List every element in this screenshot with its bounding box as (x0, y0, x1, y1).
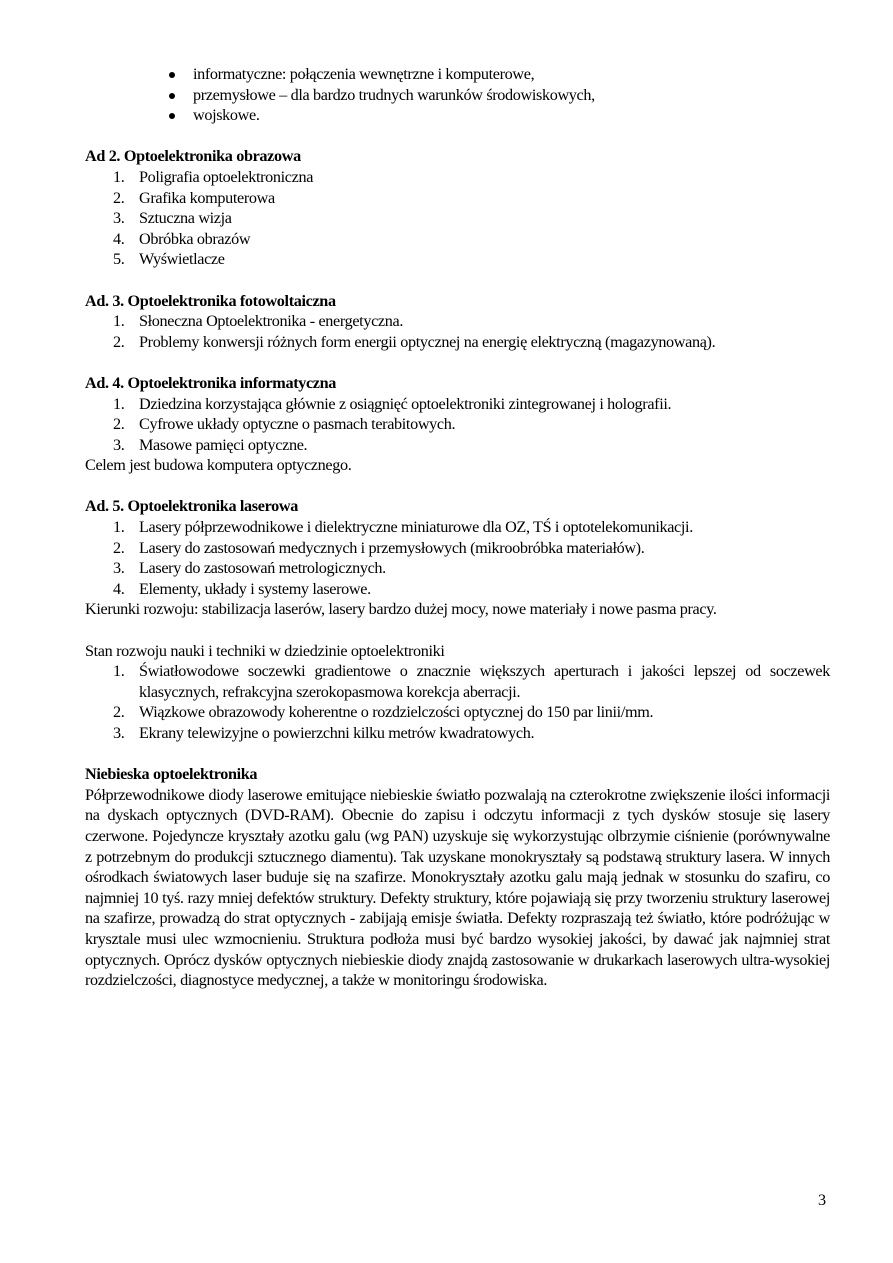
list-item: 2. Problemy konwersji różnych form energii optycznej na energię elektryczną (magazynowaną). (113, 332, 716, 351)
blue-optoelectronics-heading: Niebieska optoelektronika (85, 765, 258, 784)
list-item: 1. Lasery półprzewodnikowe i dielektryczne miniaturowe dla OZ, TŚ i optotelekomunikacji. (113, 518, 693, 537)
list-item: 2. Cyfrowe układy optyczne o pasmach terabitowych. (113, 415, 456, 434)
document-page (85, 64, 830, 991)
section-4-list (85, 394, 830, 456)
list-item: informatyczne: połączenia wewnętrzne i komputerowe, (167, 64, 830, 85)
list-item: 1. Poligrafia optoelektroniczna (113, 167, 314, 186)
list-item: 4. Obróbka obrazów (113, 229, 251, 248)
state-list (85, 661, 830, 743)
section-heading-3: Ad. 3. Optoelektronika fotowoltaiczna (85, 291, 336, 310)
list-item: 1. Światłowodowe soczewki gradientowe o znacznie większych aperturach i jakości lepszej od soczewek klasycznych, refrakcyjna szerokopasmowa korekcja aberracji. (113, 662, 830, 701)
list-item: 3. Sztuczna wizja (113, 209, 232, 228)
list-item: 4. Elementy, układy i systemy laserowe. (113, 579, 371, 598)
section-5-note: Kierunki rozwoju: stabilizacja laserów, lasery bardzo dużej mocy, nowe materiały i nowe pasma pracy. (85, 600, 717, 619)
list-item: 2. Wiązkowe obrazowody koherentne o rozdzielczości optycznej do 150 par linii/mm. (113, 703, 654, 722)
list-item: 1. Dziedzina korzystająca głównie z osiągnięć optoelektroniki zintegrowanej i holografii. (113, 394, 672, 413)
intro-bullet-list (85, 64, 830, 126)
section-5-list (85, 517, 830, 599)
list-item: 2. Grafika komputerowa (113, 188, 275, 207)
section-heading-5: Ad. 5. Optoelektronika laserowa (85, 497, 298, 516)
page-number: 3 (818, 1191, 827, 1209)
list-item: 3. Masowe pamięci optyczne. (113, 435, 308, 454)
section-heading-4: Ad. 4. Optoelektronika informatyczna (85, 373, 337, 392)
section-heading-2: Ad 2. Optoelektronika obrazowa (85, 147, 301, 166)
list-item: 1. Słoneczna Optoelektronika - energetyczna. (113, 312, 404, 331)
list-item: 3. Ekrany telewizyjne o powierzchni kilku metrów kwadratowych. (113, 724, 535, 742)
list-item: przemysłowe – dla bardzo trudnych warunków środowiskowych, (167, 85, 830, 106)
section-3-list (85, 311, 830, 352)
section-2-list (85, 167, 830, 270)
list-item: 5. Wyświetlacze (113, 250, 225, 269)
section-4-note: Celem jest budowa komputera optycznego. (85, 456, 352, 475)
list-item: 3. Lasery do zastosowań metrologicznych. (113, 559, 386, 578)
blue-optoelectronics-body: Półprzewodnikowe diody laserowe emitujące niebieskie światło pozwalają na czterokrotne zwiększenie ilości informacji na dyskach optycznych (DVD-RAM). Obecnie do zapisu i odczytu informacji z tych dysków stosuje się lasery czerwone. Pojedyncze kryształy azotku galu (wg PAN) uzyskuje się wykorzystując olbrzymie ciśnienie (porównywalne z potrzebnym do produkcji sztucznego diamentu). Tak uzyskane monokryształy są podstawą struktury lasera. W innych ośrodkach światowych laser buduje się na szafirze. Monokryształy azotku galu mają jednak w stosunku do szafiru, co najmniej 10 tyś. razy mniej defektów struktury. Defekty struktury, które pojawiają się przy tworzeniu struktury laserowej na szafirze, prowadzą do strat optycznych - zabijają emisje światła. Defekty rozpraszają też światło, które podróżując w krysztale musi ulec wzmocnieniu. Struktura podłoża musi być bardzo wysokiej jakości, by dawać jak najmniej strat optycznych. Oprócz dysków optycznych niebieskie diody znajdą zastosowanie w drukarkach laserowych ultra-wysokiej rozdzielczości, diagnostyce medycznej, a także w monitoringu środowiska. (85, 785, 830, 990)
state-heading: Stan rozwoju nauki i techniki w dziedzinie optoelektroniki (85, 641, 445, 660)
list-item: 2. Lasery do zastosowań medycznych i przemysłowych (mikroobróbka materiałów). (113, 538, 645, 557)
list-item: wojskowe. (167, 105, 830, 126)
